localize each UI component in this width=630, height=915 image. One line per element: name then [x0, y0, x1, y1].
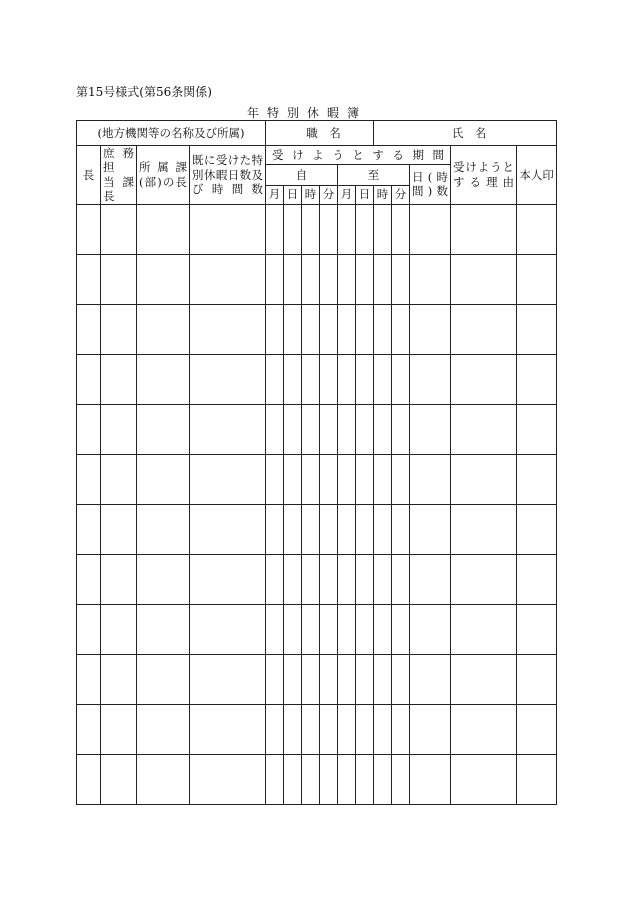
table-cell[interactable] [517, 654, 557, 704]
table-cell[interactable] [517, 204, 557, 254]
table-cell[interactable] [338, 304, 356, 354]
table-cell[interactable] [356, 304, 374, 354]
header-row-1 [77, 146, 557, 165]
table-cell[interactable] [302, 304, 320, 354]
table-cell[interactable] [356, 754, 374, 804]
table-cell[interactable] [77, 654, 101, 704]
table-cell[interactable] [356, 454, 374, 504]
table-cell[interactable] [410, 704, 451, 754]
table-cell[interactable] [302, 754, 320, 804]
table-cell[interactable] [451, 454, 517, 504]
table-row [77, 504, 557, 554]
table-cell[interactable] [284, 454, 302, 504]
form-title: 年特別休暇簿 [247, 106, 368, 120]
table-cell[interactable] [320, 254, 338, 304]
employee-info-row [77, 121, 557, 146]
table-cell[interactable] [374, 304, 392, 354]
table-cell[interactable] [302, 354, 320, 404]
table-cell[interactable] [338, 204, 356, 254]
table-cell[interactable] [392, 554, 410, 604]
table-cell[interactable] [284, 254, 302, 304]
table-cell[interactable] [302, 254, 320, 304]
table-cell[interactable] [410, 254, 451, 304]
table-cell[interactable] [392, 354, 410, 404]
table-cell[interactable] [338, 754, 356, 804]
table-cell[interactable] [356, 654, 374, 704]
table-row [77, 354, 557, 404]
table-cell[interactable] [338, 254, 356, 304]
general-affairs-line-1: 庶務担 [103, 146, 134, 175]
table-cell[interactable] [190, 454, 266, 504]
employee-name-label: 氏 名 [451, 125, 487, 140]
position-label: 職 名 [306, 125, 341, 140]
table-cell[interactable] [101, 554, 137, 604]
table-cell[interactable] [320, 704, 338, 754]
period-header: 受けようとする期間 [266, 146, 451, 165]
table-cell[interactable] [338, 704, 356, 754]
org-name-cell[interactable] [77, 121, 266, 146]
from-header: 自 [266, 165, 338, 186]
table-cell[interactable] [451, 354, 517, 404]
table-cell[interactable] [356, 354, 374, 404]
table-cell[interactable] [338, 404, 356, 454]
table-cell[interactable] [320, 554, 338, 604]
table-cell[interactable] [374, 704, 392, 754]
table-cell[interactable] [266, 754, 284, 804]
table-cell[interactable] [77, 754, 101, 804]
from-day-header: 日 [284, 185, 302, 204]
table-cell[interactable] [356, 704, 374, 754]
table-cell[interactable] [374, 204, 392, 254]
table-cell[interactable] [392, 604, 410, 654]
reason-line-1: 受けようと [453, 160, 515, 175]
table-row [77, 254, 557, 304]
table-cell[interactable] [410, 754, 451, 804]
table-cell[interactable] [137, 604, 190, 654]
table-cell[interactable] [451, 204, 517, 254]
table-cell[interactable] [284, 404, 302, 454]
table-cell[interactable] [266, 604, 284, 654]
table-row [77, 454, 557, 504]
table-cell[interactable] [137, 404, 190, 454]
table-cell[interactable] [284, 604, 302, 654]
table-row [77, 754, 557, 804]
table-cell[interactable] [320, 454, 338, 504]
table-cell[interactable] [410, 654, 451, 704]
table-cell[interactable] [410, 354, 451, 404]
table-cell[interactable] [356, 604, 374, 654]
table-cell[interactable] [451, 654, 517, 704]
table-cell[interactable] [190, 204, 266, 254]
table-cell[interactable] [451, 504, 517, 554]
table-cell[interactable] [338, 554, 356, 604]
table-cell[interactable] [284, 354, 302, 404]
to-hour-header: 時 [374, 185, 392, 204]
table-cell[interactable] [517, 404, 557, 454]
table-cell[interactable] [284, 754, 302, 804]
table-cell[interactable] [190, 704, 266, 754]
table-cell[interactable] [77, 354, 101, 404]
table-cell[interactable] [410, 454, 451, 504]
from-month-header: 月 [266, 185, 284, 204]
table-cell[interactable] [338, 604, 356, 654]
table-cell[interactable] [320, 504, 338, 554]
table-cell[interactable] [517, 604, 557, 654]
table-cell[interactable] [392, 654, 410, 704]
table-cell[interactable] [266, 354, 284, 404]
table-cell[interactable] [451, 404, 517, 454]
table-cell[interactable] [190, 604, 266, 654]
table-row [77, 304, 557, 354]
table-cell[interactable] [374, 454, 392, 504]
table-cell[interactable] [392, 504, 410, 554]
table-cell[interactable] [77, 504, 101, 554]
to-minute-header: 分 [392, 185, 410, 204]
table-cell[interactable] [392, 454, 410, 504]
table-cell[interactable] [77, 304, 101, 354]
table-cell[interactable] [190, 354, 266, 404]
table-cell[interactable] [101, 204, 137, 254]
table-cell[interactable] [77, 204, 101, 254]
table-cell[interactable] [137, 354, 190, 404]
table-cell[interactable] [356, 554, 374, 604]
table-cell[interactable] [451, 604, 517, 654]
dept-head-line-2: (部)の長 [139, 174, 187, 189]
table-cell[interactable] [302, 604, 320, 654]
table-cell[interactable] [338, 354, 356, 404]
to-month-header: 月 [338, 185, 356, 204]
position-cell[interactable] [266, 121, 374, 146]
days-hours-line-1: 日(時 [412, 169, 449, 184]
table-cell[interactable] [451, 304, 517, 354]
table-cell[interactable] [374, 604, 392, 654]
table-cell[interactable] [137, 204, 190, 254]
reason-header [451, 146, 517, 205]
table-cell[interactable] [77, 254, 101, 304]
table-cell[interactable] [266, 254, 284, 304]
table-cell[interactable] [356, 504, 374, 554]
table-cell[interactable] [451, 754, 517, 804]
table-cell[interactable] [284, 504, 302, 554]
table-cell[interactable] [392, 254, 410, 304]
table-cell[interactable] [137, 554, 190, 604]
from-minute-header: 分 [320, 185, 338, 204]
table-cell[interactable] [190, 754, 266, 804]
table-cell[interactable] [302, 454, 320, 504]
already-taken-line-3: び時間数 [192, 181, 264, 196]
table-cell[interactable] [517, 354, 557, 404]
table-row [77, 604, 557, 654]
table-cell[interactable] [284, 204, 302, 254]
table-cell[interactable] [302, 554, 320, 604]
table-cell[interactable] [101, 754, 137, 804]
table-cell[interactable] [356, 404, 374, 454]
table-cell[interactable] [517, 454, 557, 504]
employee-name-cell[interactable] [374, 121, 557, 146]
days-hours-line-2: 間)数 [412, 184, 449, 199]
general-affairs-header [101, 146, 137, 205]
dept-head-line-1: 所属課 [139, 160, 187, 175]
table-cell[interactable] [451, 554, 517, 604]
table-cell[interactable] [77, 454, 101, 504]
table-cell[interactable] [320, 204, 338, 254]
table-cell[interactable] [517, 554, 557, 604]
table-cell[interactable] [356, 254, 374, 304]
table-cell[interactable] [392, 204, 410, 254]
table-cell[interactable] [101, 404, 137, 454]
table-cell[interactable] [190, 504, 266, 554]
table-cell[interactable] [451, 254, 517, 304]
leave-ledger-table [76, 120, 557, 805]
already-taken-line-1: 既に受けた特 [192, 153, 264, 168]
table-cell[interactable] [266, 554, 284, 604]
table-cell[interactable] [517, 704, 557, 754]
dept-head-header [137, 146, 190, 205]
table-cell[interactable] [101, 654, 137, 704]
table-cell[interactable] [266, 504, 284, 554]
table-cell[interactable] [101, 704, 137, 754]
table-cell[interactable] [101, 254, 137, 304]
table-cell[interactable] [77, 604, 101, 654]
table-cell[interactable] [410, 304, 451, 354]
table-cell[interactable] [190, 304, 266, 354]
table-row [77, 404, 557, 454]
table-cell[interactable] [190, 254, 266, 304]
seal-header: 本人印 [517, 146, 557, 205]
table-cell[interactable] [101, 504, 137, 554]
table-cell[interactable] [77, 404, 101, 454]
table-cell[interactable] [284, 704, 302, 754]
table-cell[interactable] [266, 654, 284, 704]
table-cell[interactable] [137, 654, 190, 704]
table-cell[interactable] [410, 604, 451, 654]
table-cell[interactable] [410, 554, 451, 604]
table-cell[interactable] [77, 554, 101, 604]
table-cell[interactable] [302, 204, 320, 254]
already-taken-line-2: 別休暇日数及 [192, 167, 264, 182]
table-cell[interactable] [374, 404, 392, 454]
table-cell[interactable] [374, 654, 392, 704]
table-cell[interactable] [266, 404, 284, 454]
table-cell[interactable] [320, 604, 338, 654]
days-hours-header [410, 165, 451, 205]
table-cell[interactable] [101, 354, 137, 404]
table-cell[interactable] [302, 404, 320, 454]
table-cell[interactable] [374, 254, 392, 304]
table-cell[interactable] [284, 554, 302, 604]
table-cell[interactable] [374, 354, 392, 404]
table-cell[interactable] [137, 304, 190, 354]
table-cell[interactable] [101, 604, 137, 654]
table-cell[interactable] [392, 754, 410, 804]
table-cell[interactable] [266, 704, 284, 754]
table-cell[interactable] [137, 504, 190, 554]
table-cell[interactable] [356, 204, 374, 254]
table-cell[interactable] [392, 704, 410, 754]
chief-header: 長 [77, 146, 101, 205]
table-cell[interactable] [320, 404, 338, 454]
table-cell[interactable] [517, 754, 557, 804]
table-cell[interactable] [101, 454, 137, 504]
form-number-label: 第15号様式(第56条関係) [76, 85, 212, 99]
table-cell[interactable] [338, 654, 356, 704]
table-cell[interactable] [284, 304, 302, 354]
table-cell[interactable] [517, 504, 557, 554]
to-day-header: 日 [356, 185, 374, 204]
to-header: 至 [338, 165, 410, 186]
table-cell[interactable] [137, 454, 190, 504]
table-cell[interactable] [374, 504, 392, 554]
table-row [77, 204, 557, 254]
table-cell[interactable] [266, 304, 284, 354]
table-cell[interactable] [374, 754, 392, 804]
table-cell[interactable] [137, 704, 190, 754]
table-cell[interactable] [320, 304, 338, 354]
table-cell[interactable] [302, 504, 320, 554]
table-cell[interactable] [410, 404, 451, 454]
table-cell[interactable] [320, 754, 338, 804]
table-cell[interactable] [517, 254, 557, 304]
table-cell[interactable] [77, 704, 101, 754]
table-cell[interactable] [101, 304, 137, 354]
table-cell[interactable] [190, 554, 266, 604]
table-cell[interactable] [410, 204, 451, 254]
reason-line-2: する理由 [453, 174, 515, 189]
table-cell[interactable] [137, 254, 190, 304]
table-cell[interactable] [410, 504, 451, 554]
table-row [77, 554, 557, 604]
table-cell[interactable] [320, 354, 338, 404]
general-affairs-line-2: 当課長 [103, 174, 134, 204]
table-cell[interactable] [302, 654, 320, 704]
table-cell[interactable] [392, 404, 410, 454]
table-cell[interactable] [517, 304, 557, 354]
table-row [77, 704, 557, 754]
table-row [77, 654, 557, 704]
table-cell[interactable] [137, 754, 190, 804]
from-hour-header: 時 [302, 185, 320, 204]
table-cell[interactable] [392, 304, 410, 354]
table-cell[interactable] [338, 454, 356, 504]
table-cell[interactable] [190, 404, 266, 454]
org-name-label: (地方機関等の名称及び所属) [97, 125, 245, 140]
table-cell[interactable] [302, 704, 320, 754]
table-cell[interactable] [284, 654, 302, 704]
table-cell[interactable] [320, 654, 338, 704]
table-cell[interactable] [338, 504, 356, 554]
table-cell[interactable] [190, 654, 266, 704]
table-cell[interactable] [266, 204, 284, 254]
table-cell[interactable] [451, 704, 517, 754]
table-cell[interactable] [266, 454, 284, 504]
table-cell[interactable] [374, 554, 392, 604]
already-taken-header [190, 146, 266, 205]
